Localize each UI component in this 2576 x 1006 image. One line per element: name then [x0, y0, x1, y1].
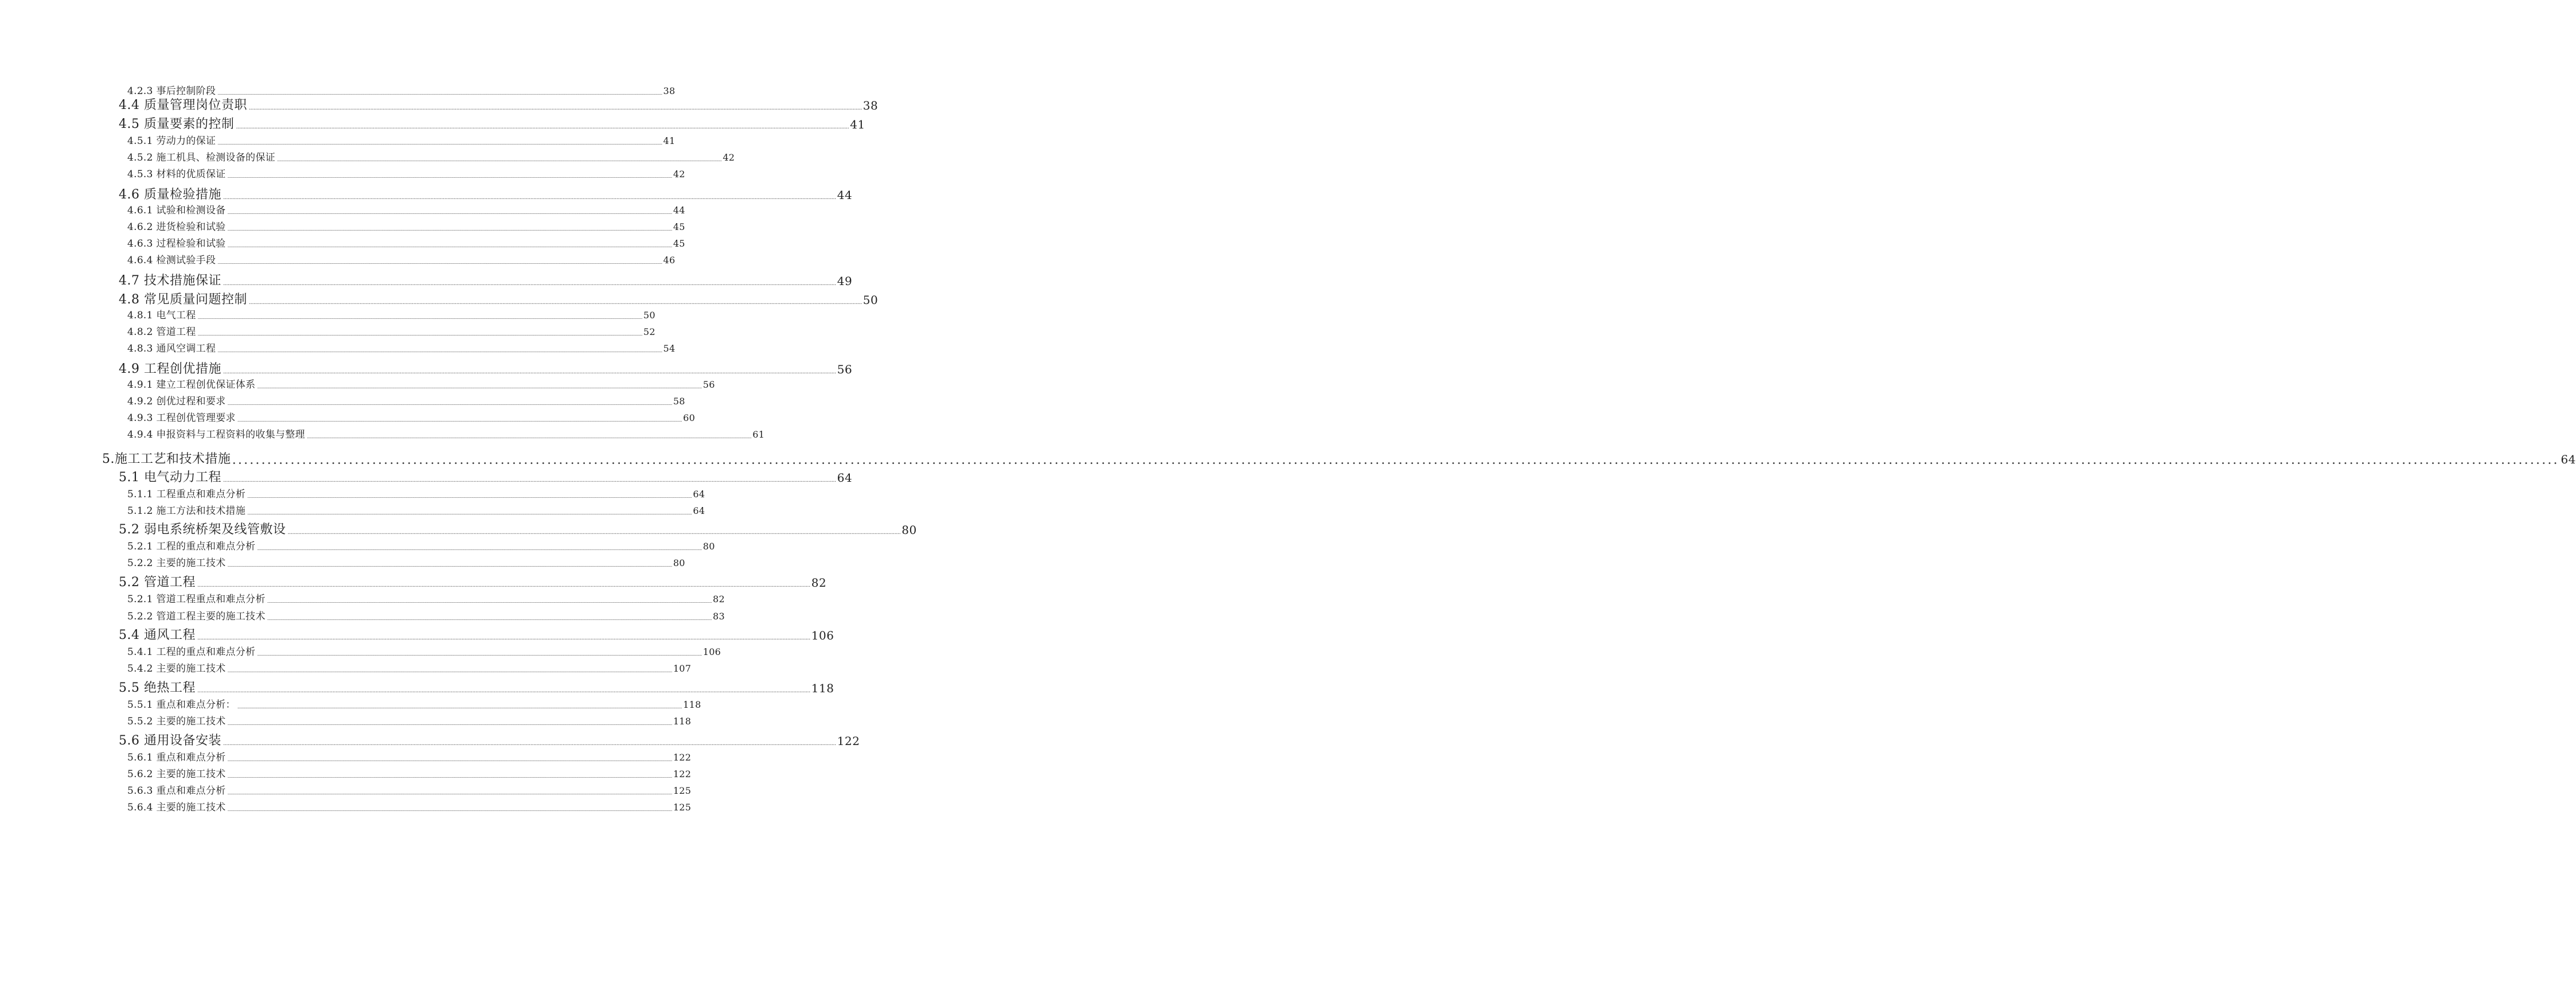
toc-dot-leader: ...............................................................................................................................................................................................................................................................................................................................................................................................................	[247, 510, 692, 516]
toc-subsection-entry[interactable]	[127, 768, 692, 781]
toc-subsection-entry[interactable]	[127, 221, 685, 233]
toc-entry-title: 5.1.1 工程重点和难点分析	[127, 489, 246, 500]
toc-entry-title: 4.9.1 建立工程创优保证体系	[127, 379, 256, 391]
toc-page-number: 42	[673, 169, 685, 180]
toc-entry-title: 5.2.1 管道工程重点和难点分析	[127, 594, 266, 605]
toc-entry-title: 5.6.3 重点和难点分析	[127, 785, 226, 797]
toc-section-entry[interactable]	[119, 273, 853, 289]
toc-dot-leader: ...............................................................................................................................................................................................................................................................................................................................................................................................................	[227, 243, 672, 248]
toc-subsection-entry[interactable]	[127, 557, 685, 570]
toc-page-number: 45	[673, 221, 685, 232]
toc-subsection-entry[interactable]	[127, 135, 676, 147]
toc-dot-leader: ...............................................................................................................................................................................................................................................................................................................................................................................................................	[197, 635, 810, 641]
toc-subsection-entry[interactable]	[127, 254, 676, 267]
toc-entry-title: 4.9.4 申报资料与工程资料的收集与整理	[127, 429, 305, 440]
toc-dot-leader: ...............................................................................................................................................................................................................................................................................................................................................................................................................	[197, 315, 642, 320]
toc-page-number: 58	[673, 396, 685, 407]
toc-dot-leader: ...............................................................................................................................................................................................................................................................................................................................................................................................................	[267, 616, 712, 621]
toc-section-entry[interactable]	[119, 98, 879, 114]
toc-page-number: 38	[663, 85, 676, 96]
toc-entry-title: 4.7 技术措施保证	[119, 274, 221, 288]
toc-subsection-entry[interactable]	[127, 699, 701, 711]
toc-page-number: 80	[901, 523, 917, 537]
toc-entry-title: 5.2 管道工程	[119, 575, 196, 590]
toc-page-number: 122	[673, 752, 692, 763]
toc-dot-leader: ...............................................................................................................................................................................................................................................................................................................................................................................................................	[217, 91, 662, 96]
toc-dot-leader: ...............................................................................................................................................................................................................................................................................................................................................................................................................	[197, 688, 810, 694]
toc-entry-title: 5.1.2 施工方法和技术措施	[127, 505, 246, 517]
toc-subsection-entry[interactable]	[127, 151, 735, 164]
toc-section-entry[interactable]	[119, 116, 865, 132]
toc-page-number: 50	[862, 293, 879, 307]
toc-entry-title: 4.8.1 电气工程	[127, 310, 196, 321]
toc-dot-leader: ...............................................................................................................................................................................................................................................................................................................................................................................................................	[306, 434, 752, 439]
toc-entry-title: 4.2.3 事后控制阶段	[127, 85, 216, 97]
toc-subsection-entry[interactable]	[127, 342, 676, 355]
toc-page-number: 118	[673, 716, 692, 727]
toc-subsection-entry[interactable]	[127, 646, 721, 658]
toc-page-number: 82	[713, 594, 725, 605]
toc-dot-leader: ...............................................................................................................................................................................................................................................................................................................................................................................................................	[267, 599, 712, 604]
toc-section-entry[interactable]	[119, 187, 853, 203]
toc-dot-leader: ...............................................................................................................................................................................................................................................................................................................................................................................................................	[217, 348, 662, 353]
toc-dot-leader: ...............................................................................................................................................................................................................................................................................................................................................................................................................	[287, 529, 901, 536]
toc-subsection-entry[interactable]	[127, 237, 685, 250]
toc-dot-leader: ...............................................................................................................................................................................................................................................................................................................................................................................................................	[227, 174, 672, 179]
toc-dot-leader: ...............................................................................................................................................................................................................................................................................................................................................................................................................	[227, 721, 672, 726]
toc-subsection-entry[interactable]	[127, 505, 705, 517]
toc-chapter-entry[interactable]	[102, 451, 2576, 467]
toc-dot-leader: ...............................................................................................................................................................................................................................................................................................................................................................................................................	[248, 299, 862, 306]
toc-subsection-entry[interactable]	[127, 540, 715, 553]
toc-page-number: 118	[811, 681, 834, 695]
toc-dot-leader: ...............................................................................................................................................................................................................................................................................................................................................................................................................	[257, 652, 702, 657]
toc-subsection-entry[interactable]	[127, 785, 692, 797]
toc-page-number: 50	[643, 310, 655, 321]
toc-page-number: 64	[693, 505, 705, 516]
toc-page-number: 122	[673, 769, 692, 779]
toc-page-number: 107	[673, 663, 692, 674]
toc-entry-title: 5.4.2 主要的施工技术	[127, 663, 226, 674]
toc-dot-leader: ...............................................................................................................................................................................................................................................................................................................................................................................................................	[277, 157, 722, 162]
toc-page-number: 45	[673, 238, 685, 249]
toc-entry-title: 5.施工工艺和技术措施	[102, 452, 231, 466]
toc-dot-leader: ...............................................................................................................................................................................................................................................................................................................................................................................................................	[237, 704, 682, 709]
toc-dot-leader: ...............................................................................................................................................................................................................................................................................................................................................................................................................	[227, 227, 672, 232]
toc-entry-title: 5.5.2 主要的施工技术	[127, 716, 226, 727]
toc-page-number: 83	[713, 611, 725, 622]
toc-dot-leader: ...............................................................................................................................................................................................................................................................................................................................................................................................................	[223, 369, 836, 375]
toc-subsection-entry[interactable]	[127, 593, 725, 606]
toc-section-entry[interactable]	[119, 522, 917, 538]
toc-page-number: 82	[811, 576, 827, 590]
toc-entry-title: 5.6.2 主要的施工技术	[127, 769, 226, 780]
toc-subsection-entry[interactable]	[127, 801, 692, 814]
toc-page-number: 122	[837, 734, 860, 748]
toc-dot-leader: ...............................................................................................................................................................................................................................................................................................................................................................................................................	[227, 807, 672, 812]
toc-subsection-entry[interactable]	[127, 326, 655, 338]
toc-section-entry[interactable]	[119, 292, 879, 308]
toc-dot-leader: ...............................................................................................................................................................................................................................................................................................................................................................................................................	[197, 332, 642, 337]
toc-entry-title: 4.9.2 创优过程和要求	[127, 396, 226, 407]
toc-page-number: 41	[850, 118, 865, 131]
toc-page-number: 80	[702, 541, 715, 552]
toc-page-number: 46	[663, 255, 676, 266]
toc-entry-title: 5.5 绝热工程	[119, 681, 196, 695]
toc-dot-leader: ...............................................................................................................................................................................................................................................................................................................................................................................................................	[236, 124, 849, 130]
toc-subsection-entry[interactable]	[127, 395, 685, 408]
toc-page-number: 41	[663, 135, 676, 146]
toc-page-number: 56	[702, 379, 715, 390]
toc-section-entry[interactable]	[119, 470, 853, 486]
toc-dot-leader: ...............................................................................................................................................................................................................................................................................................................................................................................................................	[197, 582, 810, 588]
toc-section-entry[interactable]	[119, 361, 853, 377]
toc-entry-title: 5.4 通风工程	[119, 628, 196, 642]
toc-dot-leader: ...............................................................................................................................................................................................................................................................................................................................................................................................................	[247, 494, 692, 499]
toc-subsection-entry[interactable]	[127, 428, 765, 441]
toc-section-entry[interactable]	[119, 680, 834, 696]
toc-entry-title: 4.5.1 劳动力的保证	[127, 135, 216, 147]
toc-entry-title: 4.4 质量管理岗位责职	[119, 98, 247, 112]
toc-dot-leader: ...............................................................................................................................................................................................................................................................................................................................................................................................................	[227, 774, 672, 779]
toc-section-entry[interactable]	[119, 733, 860, 749]
toc-section-entry[interactable]	[119, 627, 834, 644]
toc-entry-title: 5.4.1 工程的重点和难点分析	[127, 646, 256, 658]
toc-page-number: 118	[683, 699, 701, 710]
toc-dot-leader: ...............................................................................................................................................................................................................................................................................................................................................................................................................	[227, 210, 672, 215]
toc-dot-leader: ...............................................................................................................................................................................................................................................................................................................................................................................................................	[227, 668, 672, 673]
toc-dot-leader: ...............................................................................................................................................................................................................................................................................................................................................................................................................	[237, 418, 682, 423]
toc-page-number: 54	[663, 343, 676, 354]
toc-page-number: 56	[837, 362, 853, 376]
toc-entry-title: 5.2.1 工程的重点和难点分析	[127, 541, 256, 552]
toc-page-number: 60	[683, 412, 696, 423]
toc-entry-title: 4.6.4 检测试验手段	[127, 255, 216, 266]
toc-page-number: 64	[837, 471, 853, 485]
toc-dot-leader: ...............................................................................................................................................................................................................................................................................................................................................................................................................	[227, 563, 672, 568]
toc-dot-leader: ...............................................................................................................................................................................................................................................................................................................................................................................................................	[217, 141, 662, 146]
toc-section-entry[interactable]	[119, 575, 827, 591]
toc-entry-title: 4.5.3 材料的优质保证	[127, 169, 226, 180]
toc-entry-title: 5.1 电气动力工程	[119, 470, 221, 485]
toc-dot-leader: ...............................................................................................................................................................................................................................................................................................................................................................................................................	[223, 740, 836, 747]
toc-page-number: 42	[723, 152, 735, 163]
toc-subsection-entry[interactable]	[127, 662, 692, 675]
toc-subsection-entry[interactable]	[127, 412, 696, 424]
toc-entry-title: 4.8.3 通风空调工程	[127, 343, 216, 354]
toc-subsection-entry[interactable]	[127, 715, 692, 728]
toc-page-number: 49	[837, 274, 853, 288]
toc-page-number: 80	[673, 557, 685, 568]
toc-page-number: 125	[673, 785, 692, 796]
toc-dot-leader: ...............................................................................................................................................................................................................................................................................................................................................................................................................	[223, 194, 836, 201]
toc-page-number: 106	[702, 646, 721, 657]
toc-subsection-entry[interactable]	[127, 751, 692, 764]
toc-dot-leader: ...............................................................................................................................................................................................................................................................................................................................................................................................................	[227, 790, 672, 796]
toc-subsection-entry[interactable]	[127, 204, 685, 217]
toc-subsection-entry[interactable]	[127, 168, 685, 181]
toc-dot-leader: ...............................................................................................................................................................................................................................................................................................................................................................................................................	[248, 105, 862, 111]
toc-subsection-entry[interactable]	[127, 488, 705, 501]
toc-entry-title: 5.2.2 管道工程主要的施工技术	[127, 611, 266, 622]
toc-page-number: 52	[643, 326, 655, 337]
toc-entry-title: 4.6.3 过程检验和试验	[127, 238, 226, 249]
toc-entry-title: 5.2.2 主要的施工技术	[127, 557, 226, 569]
toc-entry-title: 5.2 弱电系统桥架及线管敷设	[119, 523, 286, 537]
toc-entry-title: 4.8 常见质量问题控制	[119, 293, 247, 307]
toc-entry-title: 4.5.2 施工机具、检测设备的保证	[127, 152, 276, 163]
toc-subsection-entry[interactable]	[127, 309, 655, 322]
toc-page-number: 106	[811, 629, 834, 642]
toc-entry-title: 4.9 工程创优措施	[119, 362, 221, 376]
toc-page-number: 38	[862, 99, 879, 112]
toc-page-number: 44	[673, 205, 685, 216]
toc-dot-leader: ...............................................................................................................................................................................................................................................................................................................................................................................................................	[223, 280, 836, 287]
toc-page-number: 125	[673, 802, 692, 813]
toc-entry-title: 5.5.1 重点和难点分析：	[127, 699, 236, 711]
toc-entry-title: 4.6 质量检验措施	[119, 188, 221, 202]
toc-page-number: 44	[837, 188, 853, 202]
toc-page-number: 64	[693, 489, 705, 500]
toc-entry-title: 5.6.1 重点和难点分析	[127, 752, 226, 763]
toc-entry-title: 4.6.1 试验和检测设备	[127, 205, 226, 216]
toc-dot-leader: ...............................................................................................................................................................................................................................................................................................................................................................................................................	[232, 455, 2560, 466]
toc-dot-leader: ...............................................................................................................................................................................................................................................................................................................................................................................................................	[257, 546, 702, 551]
toc-entry-title: 5.6.4 主要的施工技术	[127, 802, 226, 813]
toc-entry-title: 4.6.2 进货检验和试验	[127, 221, 226, 233]
toc-subsection-entry[interactable]	[127, 610, 725, 623]
toc-subsection-entry[interactable]	[127, 379, 715, 391]
toc-dot-leader: ...............................................................................................................................................................................................................................................................................................................................................................................................................	[227, 757, 672, 762]
toc-entry-title: 4.9.3 工程创优管理要求	[127, 412, 236, 424]
toc-page-number: 64	[2561, 453, 2576, 466]
toc-entry-title: 4.5 质量要素的控制	[119, 117, 235, 131]
toc-dot-leader: ...............................................................................................................................................................................................................................................................................................................................................................................................................	[223, 477, 836, 483]
toc-subsection-entry[interactable]	[127, 85, 676, 98]
toc-dot-leader: ...............................................................................................................................................................................................................................................................................................................................................................................................................	[217, 260, 662, 265]
toc-page-number: 61	[752, 429, 765, 440]
toc-dot-leader: ...............................................................................................................................................................................................................................................................................................................................................................................................................	[227, 401, 672, 406]
toc-dot-leader: ...............................................................................................................................................................................................................................................................................................................................................................................................................	[257, 384, 702, 389]
toc-entry-title: 4.8.2 管道工程	[127, 326, 196, 338]
toc-entry-title: 5.6 通用设备安装	[119, 734, 221, 748]
